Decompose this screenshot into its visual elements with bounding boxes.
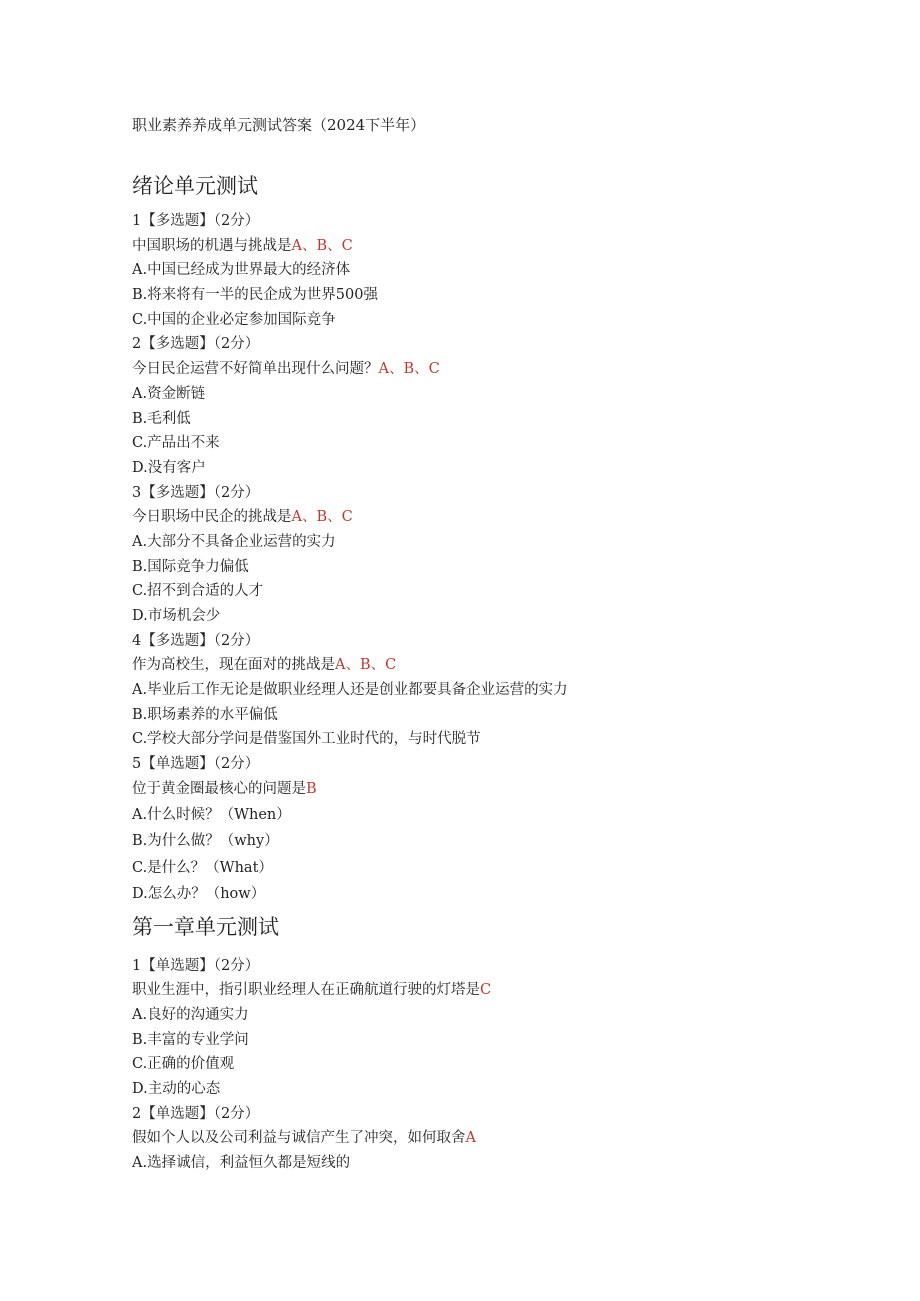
question-block — [132, 209, 832, 332]
question-answer: A、B、C — [291, 237, 353, 254]
option-item: A.大部分不具备企业运营的实力 — [132, 533, 336, 550]
question-block — [132, 1102, 832, 1176]
option-item: D.没有客户 — [132, 459, 206, 476]
option-item: D.怎么办？（how） — [132, 886, 266, 902]
question-stem — [132, 978, 832, 1003]
question-stem — [132, 653, 832, 678]
question-header: 3【多选题】（2分） — [132, 484, 260, 501]
question-answer: B — [306, 780, 317, 797]
question-stem — [132, 357, 832, 382]
section-title: 绪论单元测试 — [132, 174, 258, 198]
option-item: B.国际竞争力偏低 — [132, 558, 249, 575]
question-block — [132, 954, 832, 1102]
option-item: B.为什么做？（why） — [132, 833, 279, 849]
question-stem — [132, 1126, 832, 1151]
option-item: A.毕业后工作无论是做职业经理人还是创业都要具备企业运营的实力 — [132, 682, 568, 699]
option-item: B.毛利低 — [132, 410, 191, 427]
option-item: B.职场素养的水平偏低 — [132, 706, 278, 723]
option-item: A.选择诚信，利益恒久都是短线的 — [132, 1155, 351, 1171]
question-answer: C — [480, 982, 492, 999]
option-item: C.正确的价值观 — [132, 1056, 235, 1073]
question-header: 5【单选题】（2分） — [132, 756, 260, 773]
option-item: C.是什么？（What） — [132, 859, 273, 876]
question-answer: A、B、C — [335, 657, 397, 674]
question-block — [132, 752, 832, 907]
question-answer: A — [465, 1130, 476, 1147]
option-item: A.什么时候？（When） — [132, 806, 291, 823]
option-item: C.产品出不来 — [132, 435, 220, 452]
option-item: C.学校大部分学问是借鉴国外工业时代的，与时代脱节 — [132, 731, 481, 748]
document-page — [132, 114, 832, 1176]
question-header: 4【多选题】（2分） — [132, 632, 260, 649]
question-block — [132, 332, 832, 480]
question-text: 位于黄金圈最核心的问题是 — [132, 780, 306, 797]
question-answer: A、B、C — [291, 509, 353, 526]
question-stem — [132, 777, 832, 802]
question-answer: A、B、C — [378, 361, 440, 378]
question-stem — [132, 505, 832, 530]
question-text: 今日职场中民企的挑战是 — [132, 509, 292, 526]
section-title: 第一章单元测试 — [132, 914, 279, 939]
option-item: B.将来将有一半的民企成为世界500强 — [132, 287, 378, 304]
question-text: 中国职场的机遇与挑战是 — [132, 237, 292, 254]
question-text: 假如个人以及公司利益与诚信产生了冲突，如何取舍 — [132, 1130, 466, 1147]
question-text: 职业生涯中，指引职业经理人在正确航道行驶的灯塔是 — [132, 982, 480, 999]
option-item: A.良好的沟通实力 — [132, 1006, 249, 1023]
option-item: D.市场机会少 — [132, 608, 221, 624]
option-item: A.中国已经成为世界最大的经济体 — [132, 262, 351, 279]
option-item: C.中国的企业必定参加国际竞争 — [132, 311, 336, 328]
option-item: B.丰富的专业学问 — [132, 1031, 249, 1048]
document-title: 职业素养养成单元测试答案（2024下半年） — [132, 116, 426, 134]
question-header: 1【单选题】（2分） — [132, 957, 260, 974]
question-header: 2【单选题】（2分） — [132, 1105, 260, 1122]
option-item: A.资金断链 — [132, 385, 206, 402]
option-item: C.招不到合适的人才 — [132, 583, 264, 600]
question-text: 作为高校生，现在面对的挑战是 — [132, 657, 335, 674]
option-item: D.主动的心态 — [132, 1080, 221, 1097]
question-header: 1【多选题】（2分） — [132, 213, 260, 229]
question-stem — [132, 234, 832, 259]
question-text: 今日民企运营不好简单出现什么问题？ — [132, 361, 379, 378]
question-block — [132, 629, 832, 752]
question-block — [132, 481, 832, 629]
question-header: 2【多选题】（2分） — [132, 336, 260, 353]
